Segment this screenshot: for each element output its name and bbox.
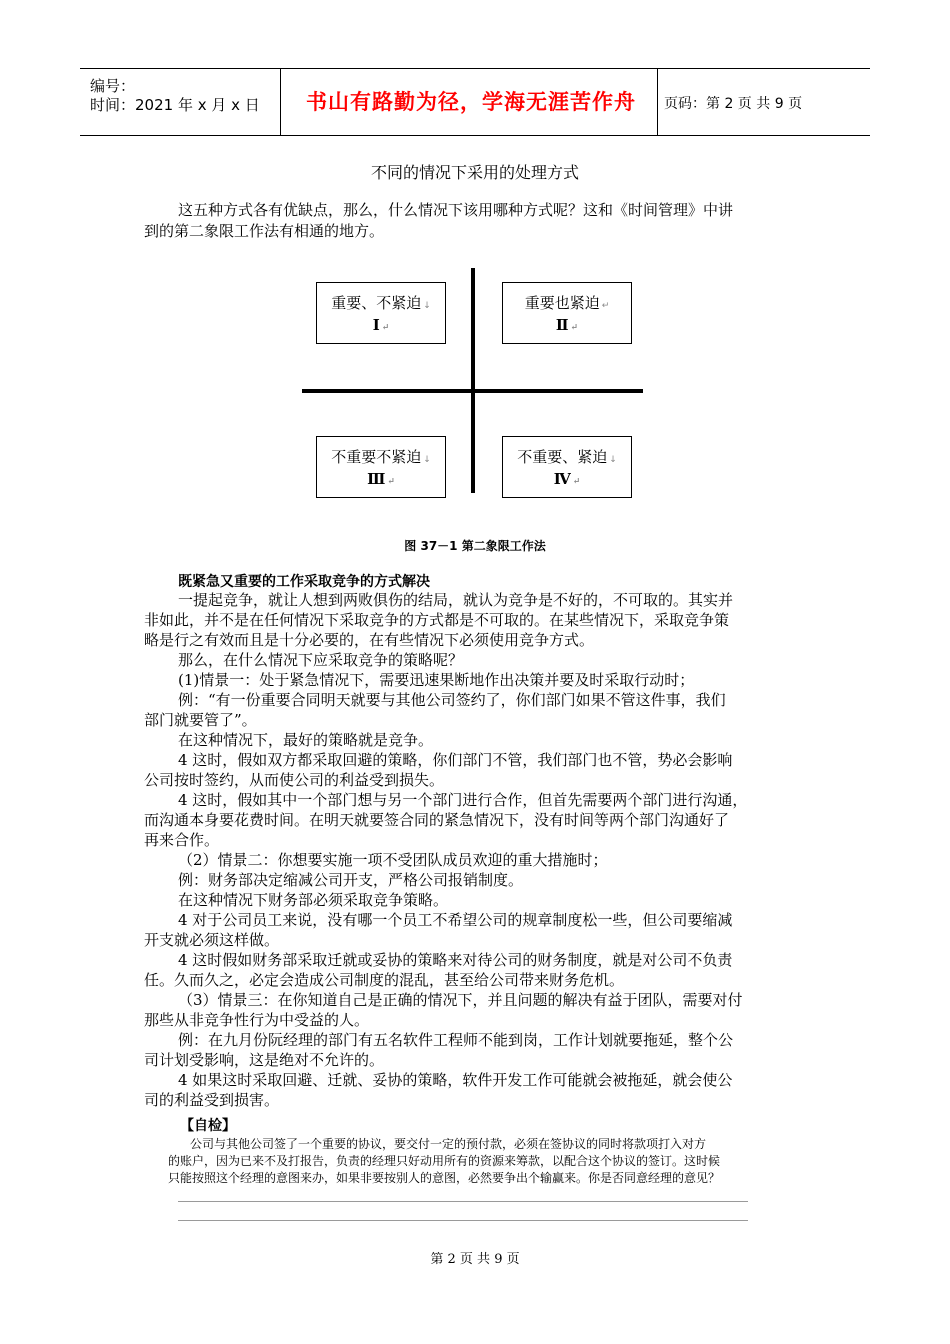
- body-line: 在这种情况下财务部必须采取竞争策略。: [178, 891, 449, 909]
- paragraph-mark-icon: ↵: [572, 477, 581, 487]
- body-line: 4 对于公司员工来说，没有哪一个员工不希望公司的规章制度松一些，但公司要缩减: [178, 911, 733, 929]
- intro-line: 到的第二象限工作法有相通的地方。: [144, 222, 385, 240]
- body-line: 例：“有一份重要合同明天就要与其他公司签约了，你们部门如果不管这件事，我们: [178, 691, 726, 709]
- self-check-line: 只能按照这个经理的意图来办，如果非要按别人的意图，必然要争出个输赢来。你是否同意经理的意见？: [168, 1171, 721, 1185]
- body-line: 那些从非竞争性行为中受益的人。: [144, 1011, 370, 1029]
- body-line: 例：在九月份阮经理的部门有五名软件工程师不能到岗，工作计划就要拖延，整个公: [178, 1031, 734, 1049]
- quadrant-roman: Ⅳ: [553, 470, 571, 488]
- header-motto: 书山有路勤为径，学海无涯苦作舟: [306, 90, 636, 114]
- body-line: （3）情景三：在你知道自己是正确的情况下，并且问题的解决有益于团队，需要对付: [178, 991, 743, 1009]
- body-line: 非如此，并不是在任何情况下采取竞争的方式都是不可取的。在某些情况下，采取竞争策: [144, 611, 730, 629]
- paragraph-mark-icon: ↵: [570, 323, 579, 333]
- body-line: 公司按时签约，从而使公司的利益受到损失。: [144, 771, 445, 789]
- quadrant-box-3: [316, 436, 446, 498]
- self-check-title: 【自检】: [180, 1118, 236, 1134]
- quadrant-box-4: [502, 436, 632, 498]
- header-meta: [80, 69, 280, 135]
- figure-caption: 图 37－1 第二象限工作法: [404, 539, 546, 553]
- doc-number-label: 编号：: [90, 77, 136, 95]
- body-line: 任。久而久之，必定会造成公司制度的混乱，甚至给公司带来财务危机。: [144, 971, 625, 989]
- section-title: 不同的情况下采用的处理方式: [370, 163, 579, 182]
- subheading: 既紧急又重要的工作采取竞争的方式解决: [178, 574, 430, 590]
- quadrant-label: 不重要不紧迫: [331, 448, 422, 466]
- body-line: 再来合作。: [144, 831, 220, 849]
- quadrant-label: 重要、不紧迫: [331, 294, 422, 312]
- quadrant-box-1: [316, 282, 446, 344]
- body-line: 开支就必须这样做。: [144, 931, 280, 949]
- intro-line: 这五种方式各有优缺点，那么，什么情况下该用哪种方式呢？这和《时间管理》中讲: [178, 201, 734, 219]
- body-line: 而沟通本身要花费时间。在明天就要签合同的紧急情况下，没有时间等两个部门沟通好了: [144, 811, 730, 829]
- paragraph-mark-icon: ↓: [423, 301, 431, 311]
- body-line: (1)情景一：处于紧急情况下，需要迅速果断地作出决策并要及时采取行动时；: [178, 671, 695, 689]
- body-line: 那么，在什么情况下应采取竞争的策略呢？: [178, 651, 464, 669]
- body-line: 例：财务部决定缩减公司开支，严格公司报销制度。: [178, 871, 524, 889]
- self-check-line: 的账户，因为已来不及打报告，负责的经理只好动用所有的资源来筹款，以配合这个协议的签订。这时候: [168, 1154, 721, 1168]
- body-line: 4 这时，假如其中一个部门想与另一个部门进行合作，但首先需要两个部门进行沟通，: [178, 791, 748, 809]
- body-line: 4 这时，假如双方都采取回避的策略，你们部门不管，我们部门也不管，势必会影响: [178, 751, 733, 769]
- body-line: 4 这时假如财务部采取迁就或妥协的策略来对待公司的财务制度，就是对公司不负责: [178, 951, 733, 969]
- body-line: 司的利益受到损害。: [144, 1091, 280, 1109]
- quadrant-roman: Ⅲ: [367, 470, 386, 488]
- quadrant-label: 不重要、紧迫: [517, 448, 608, 466]
- body-line: 一提起竞争，就让人想到两败俱伤的结局，就认为竞争是不好的，不可取的。其实并: [178, 591, 734, 609]
- body-line: 略是行之有效而且是十分必要的，在有些情况下必须使用竞争方式。: [144, 631, 595, 649]
- header-divider: [657, 69, 658, 135]
- body-line: 4 如果这时采取回避、迁就、妥协的策略，软件开发工作可能就会被拖延，就会使公: [178, 1071, 733, 1089]
- answer-line: [178, 1220, 748, 1221]
- paragraph-mark-icon: ↵: [381, 323, 390, 333]
- answer-line: [178, 1201, 748, 1202]
- paragraph-mark-icon: ↓: [609, 455, 617, 465]
- header-page-number: 页码：第 2 页 共 9 页: [664, 96, 803, 112]
- quadrant-roman: Ⅱ: [555, 316, 569, 334]
- quadrant-label: 重要也紧迫: [524, 294, 600, 312]
- self-check-line: 公司与其他公司签了一个重要的协议，要交付一定的预付款，必须在签协议的同时将款项打入对方: [190, 1137, 707, 1151]
- page-footer: 第 2 页 共 9 页: [430, 1252, 520, 1267]
- doc-date-label: 时间：2021 年 x 月 x 日: [90, 96, 260, 114]
- paragraph-mark-icon: ↵: [387, 477, 395, 487]
- quadrant-diagram: [300, 268, 645, 503]
- paragraph-mark-icon: ↓: [423, 455, 431, 465]
- paragraph-mark-icon: ↵: [601, 301, 610, 311]
- body-line: （2）情景二：你想要实施一项不受团队成员欢迎的重大措施时；: [178, 851, 608, 869]
- body-line: 司计划受影响，这是绝对不允许的。: [144, 1051, 385, 1069]
- body-line: 在这种情况下，最好的策略就是竞争。: [178, 731, 434, 749]
- page-header: [80, 68, 870, 136]
- quadrant-roman: Ⅰ: [372, 316, 380, 334]
- header-divider: [280, 69, 281, 135]
- quadrant-box-2: [502, 282, 632, 344]
- body-line: 部门就要管了”。: [144, 711, 257, 729]
